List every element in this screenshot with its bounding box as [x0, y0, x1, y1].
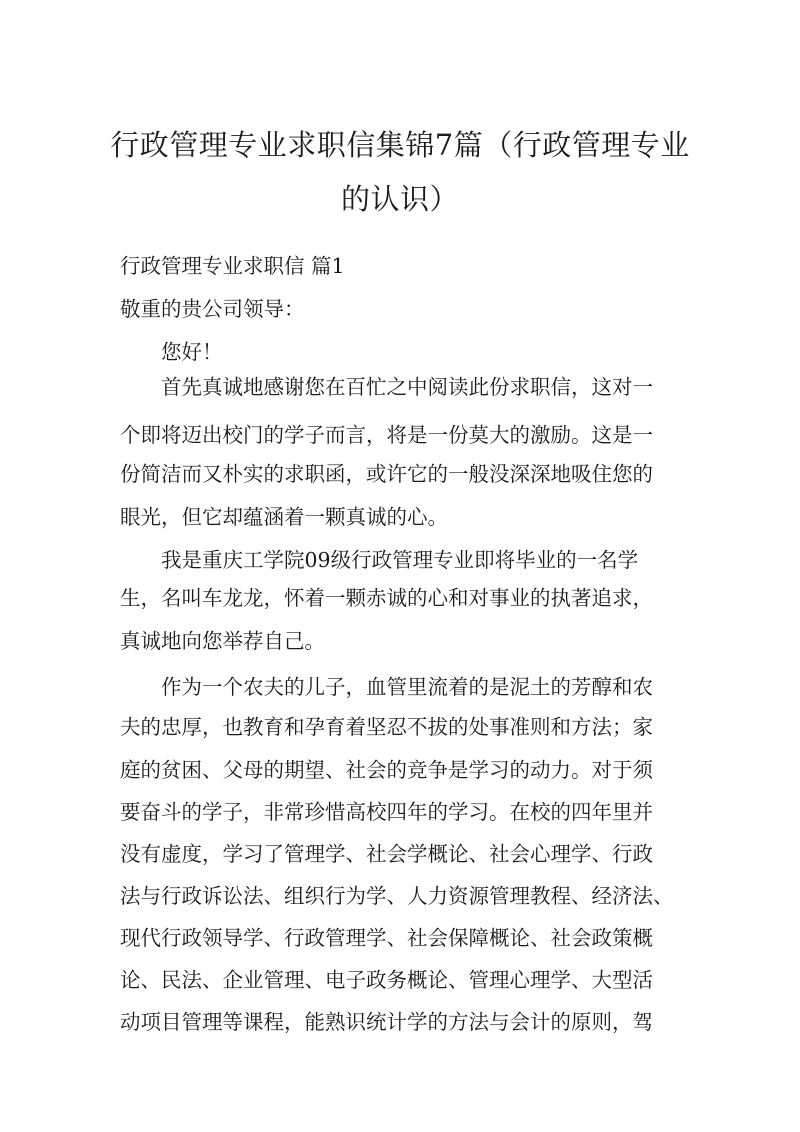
paragraph-line: 真诚地向您举荐自己。 [120, 629, 325, 653]
document-title: 行政管理专业求职信集锦7篇（行政管理专业的认识） [110, 128, 690, 216]
paragraph-line: 庭的贫困、父母的期望、社会的竞争是学习的动力。对于须 [120, 758, 653, 782]
paragraph-line: 要奋斗的学子，非常珍惜高校四年的学习。在校的四年里并 [120, 800, 653, 824]
paragraph-line: 眼光，但它却蕴涵着一颗真诚的心。 [120, 505, 448, 529]
section-heading: 行政管理专业求职信 篇1 [120, 254, 345, 278]
paragraph-line: 首先真诚地感谢您在百忙之中阅读此份求职信，这对一 [161, 375, 653, 399]
paragraph-line: 夫的忠厚，也教育和孕育着坚忍不拔的处事准则和方法；家 [120, 715, 653, 739]
paragraph-line: 没有虚度，学习了管理学、社会学概论、社会心理学、行政 [120, 842, 653, 866]
paragraph-line: 动项目管理等课程，能熟识统计学的方法与会计的原则，驾 [120, 1010, 653, 1034]
paragraph-line: 现代行政领导学、行政管理学、社会保障概论、社会政策概 [120, 926, 653, 950]
greeting: 您好！ [161, 340, 223, 364]
salutation: 敬重的贵公司领导： [120, 297, 305, 321]
paragraph-line: 作为一个农夫的儿子，血管里流着的是泥土的芳醇和农 [161, 675, 653, 699]
paragraph-line: 个即将迈出校门的学子而言，将是一份莫大的激励。这是一 [120, 423, 653, 447]
paragraph-line: 法与行政诉讼法、组织行为学、人力资源管理教程、经济法、 [120, 884, 674, 908]
paragraph-line: 份简洁而又朴实的求职函，或许它的一般没深深地吸住您的 [120, 462, 653, 486]
paragraph-line: 生，名叫车龙龙，怀着一颗赤诚的心和对事业的执著追求， [120, 586, 653, 610]
paragraph-line: 论、民法、企业管理、电子政务概论、管理心理学、大型活 [120, 968, 653, 992]
paragraph-line: 我是重庆工学院09级行政管理专业即将毕业的一名学 [161, 548, 639, 572]
